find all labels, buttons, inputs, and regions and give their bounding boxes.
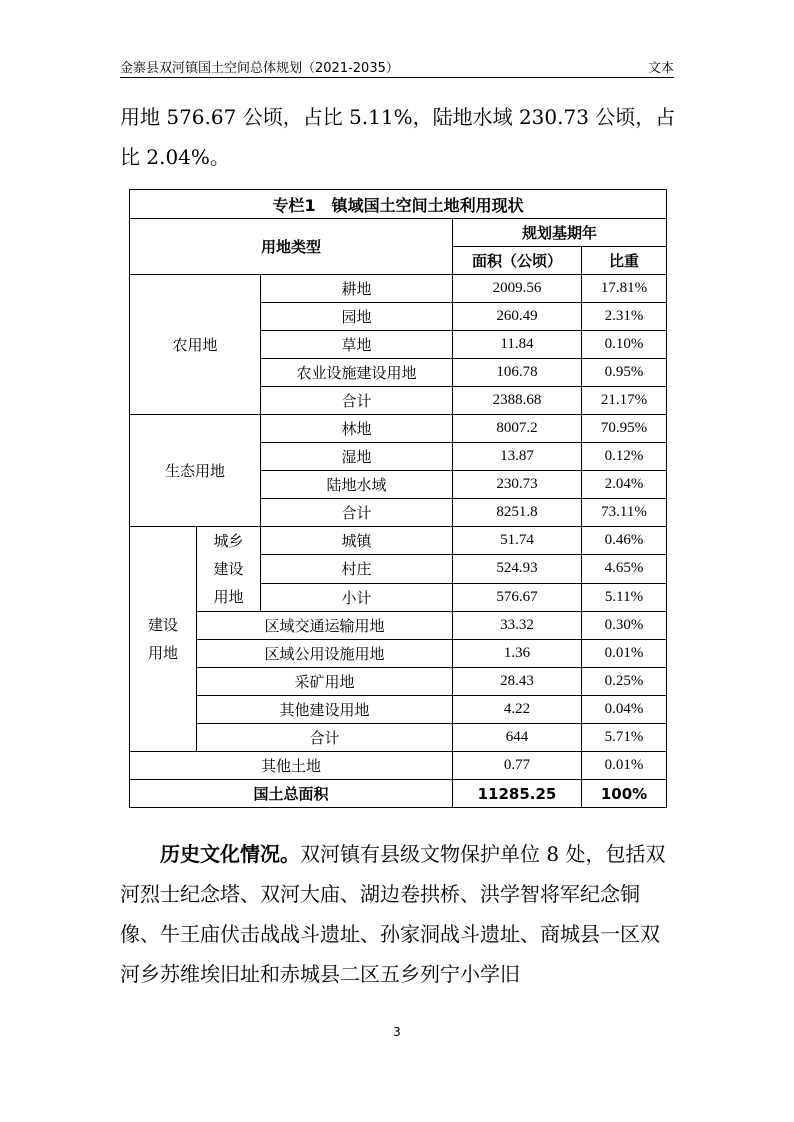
row-name: 林地	[261, 415, 453, 443]
history-text: 双河镇有县级文物保护单位 8 处，包括双河烈士纪念塔、双河大庙、湖边卷拱桥、洪学智将军纪念铜像、牛王庙伏击战战斗遗址、孙家洞战斗遗址、商城县一区双河乡苏维埃旧址和赤城县二区五乡列宁小学旧	[120, 842, 666, 986]
header-area: 面积（公顷）	[453, 247, 582, 275]
table-total-row	[130, 780, 667, 808]
group-construction-line1: 建设	[147, 616, 178, 634]
subgroup-line2: 建设	[213, 560, 244, 578]
table-row	[130, 724, 667, 752]
subgroup-line1: 城乡	[213, 532, 244, 550]
row-name: 草地	[261, 331, 453, 359]
row-ratio: 0.04%	[582, 696, 667, 724]
row-name: 小计	[261, 583, 453, 611]
row-name: 城镇	[261, 527, 453, 555]
row-ratio: 2.04%	[582, 471, 667, 499]
table-header-row	[130, 219, 667, 247]
row-area: 28.43	[453, 668, 582, 696]
row-area: 576.67	[453, 583, 582, 611]
row-ratio: 2.31%	[582, 303, 667, 331]
row-name: 耕地	[261, 275, 453, 303]
row-area: 51.74	[453, 527, 582, 555]
row-ratio: 5.71%	[582, 724, 667, 752]
table-row	[130, 527, 667, 555]
paragraph-history	[120, 834, 676, 994]
row-name: 湿地	[261, 443, 453, 471]
row-ratio: 0.01%	[582, 640, 667, 668]
row-name: 农业设施建设用地	[261, 359, 453, 387]
total-ratio: 100%	[582, 780, 667, 808]
table-row	[130, 696, 667, 724]
row-area: 0.77	[453, 752, 582, 780]
row-area: 4.22	[453, 696, 582, 724]
row-ratio: 0.30%	[582, 612, 667, 640]
row-ratio: 0.10%	[582, 331, 667, 359]
row-area: 33.32	[453, 612, 582, 640]
row-ratio: 4.65%	[582, 555, 667, 583]
row-area: 1.36	[453, 640, 582, 668]
subgroup-line3: 用地	[213, 588, 244, 606]
row-area: 13.87	[453, 443, 582, 471]
row-name: 其他土地	[130, 752, 453, 780]
row-ratio: 73.11%	[582, 499, 667, 527]
row-area: 2388.68	[453, 387, 582, 415]
group-ecological: 生态用地	[130, 415, 261, 527]
subgroup-urban-rural	[197, 527, 261, 612]
row-area: 644	[453, 724, 582, 752]
row-area: 524.93	[453, 555, 582, 583]
page-number: 3	[393, 1025, 401, 1039]
total-name: 国土总面积	[130, 780, 453, 808]
page-header	[120, 57, 674, 78]
row-area: 8251.8	[453, 499, 582, 527]
header-ratio: 比重	[582, 247, 667, 275]
row-ratio: 0.01%	[582, 752, 667, 780]
row-area: 260.49	[453, 303, 582, 331]
row-ratio: 21.17%	[582, 387, 667, 415]
table-row	[130, 668, 667, 696]
paragraph-intro: 用地 576.67 公顷，占比 5.11%，陆地水域 230.73 公顷，占比 2.04%。	[120, 105, 676, 169]
row-area: 11.84	[453, 331, 582, 359]
row-area: 2009.56	[453, 275, 582, 303]
row-name: 陆地水域	[261, 471, 453, 499]
row-name: 合计	[261, 499, 453, 527]
header-label: 文本	[647, 61, 674, 76]
row-name: 区域交通运输用地	[197, 612, 453, 640]
table-caption-row	[130, 190, 667, 219]
header-base-year: 规划基期年	[453, 219, 667, 247]
group-construction	[130, 527, 197, 752]
row-name: 合计	[261, 387, 453, 415]
table-row	[130, 752, 667, 780]
table-row	[130, 275, 667, 303]
row-ratio: 5.11%	[582, 583, 667, 611]
table-row	[130, 415, 667, 443]
table-caption: 专栏1 镇域国土空间土地利用现状	[130, 190, 667, 219]
group-agricultural: 农用地	[130, 275, 261, 415]
group-construction-line2: 用地	[147, 644, 178, 662]
table-row	[130, 612, 667, 640]
row-ratio: 0.46%	[582, 527, 667, 555]
row-area: 8007.2	[453, 415, 582, 443]
row-ratio: 0.12%	[582, 443, 667, 471]
row-name: 村庄	[261, 555, 453, 583]
row-name: 区域公用设施用地	[197, 640, 453, 668]
row-name: 合计	[197, 724, 453, 752]
row-ratio: 17.81%	[582, 275, 667, 303]
row-ratio: 0.95%	[582, 359, 667, 387]
table-row	[130, 640, 667, 668]
row-name: 园地	[261, 303, 453, 331]
header-land-type: 用地类型	[130, 219, 453, 275]
history-heading: 历史文化情况。	[160, 842, 300, 866]
total-area: 11285.25	[453, 780, 582, 808]
land-use-table	[129, 189, 667, 808]
row-name: 采矿用地	[197, 668, 453, 696]
row-area: 230.73	[453, 471, 582, 499]
row-name: 其他建设用地	[197, 696, 453, 724]
row-ratio: 0.25%	[582, 668, 667, 696]
header-title: 金寨县双河镇国土空间总体规划（2021-2035）	[120, 61, 399, 76]
row-area: 106.78	[453, 359, 582, 387]
row-ratio: 70.95%	[582, 415, 667, 443]
